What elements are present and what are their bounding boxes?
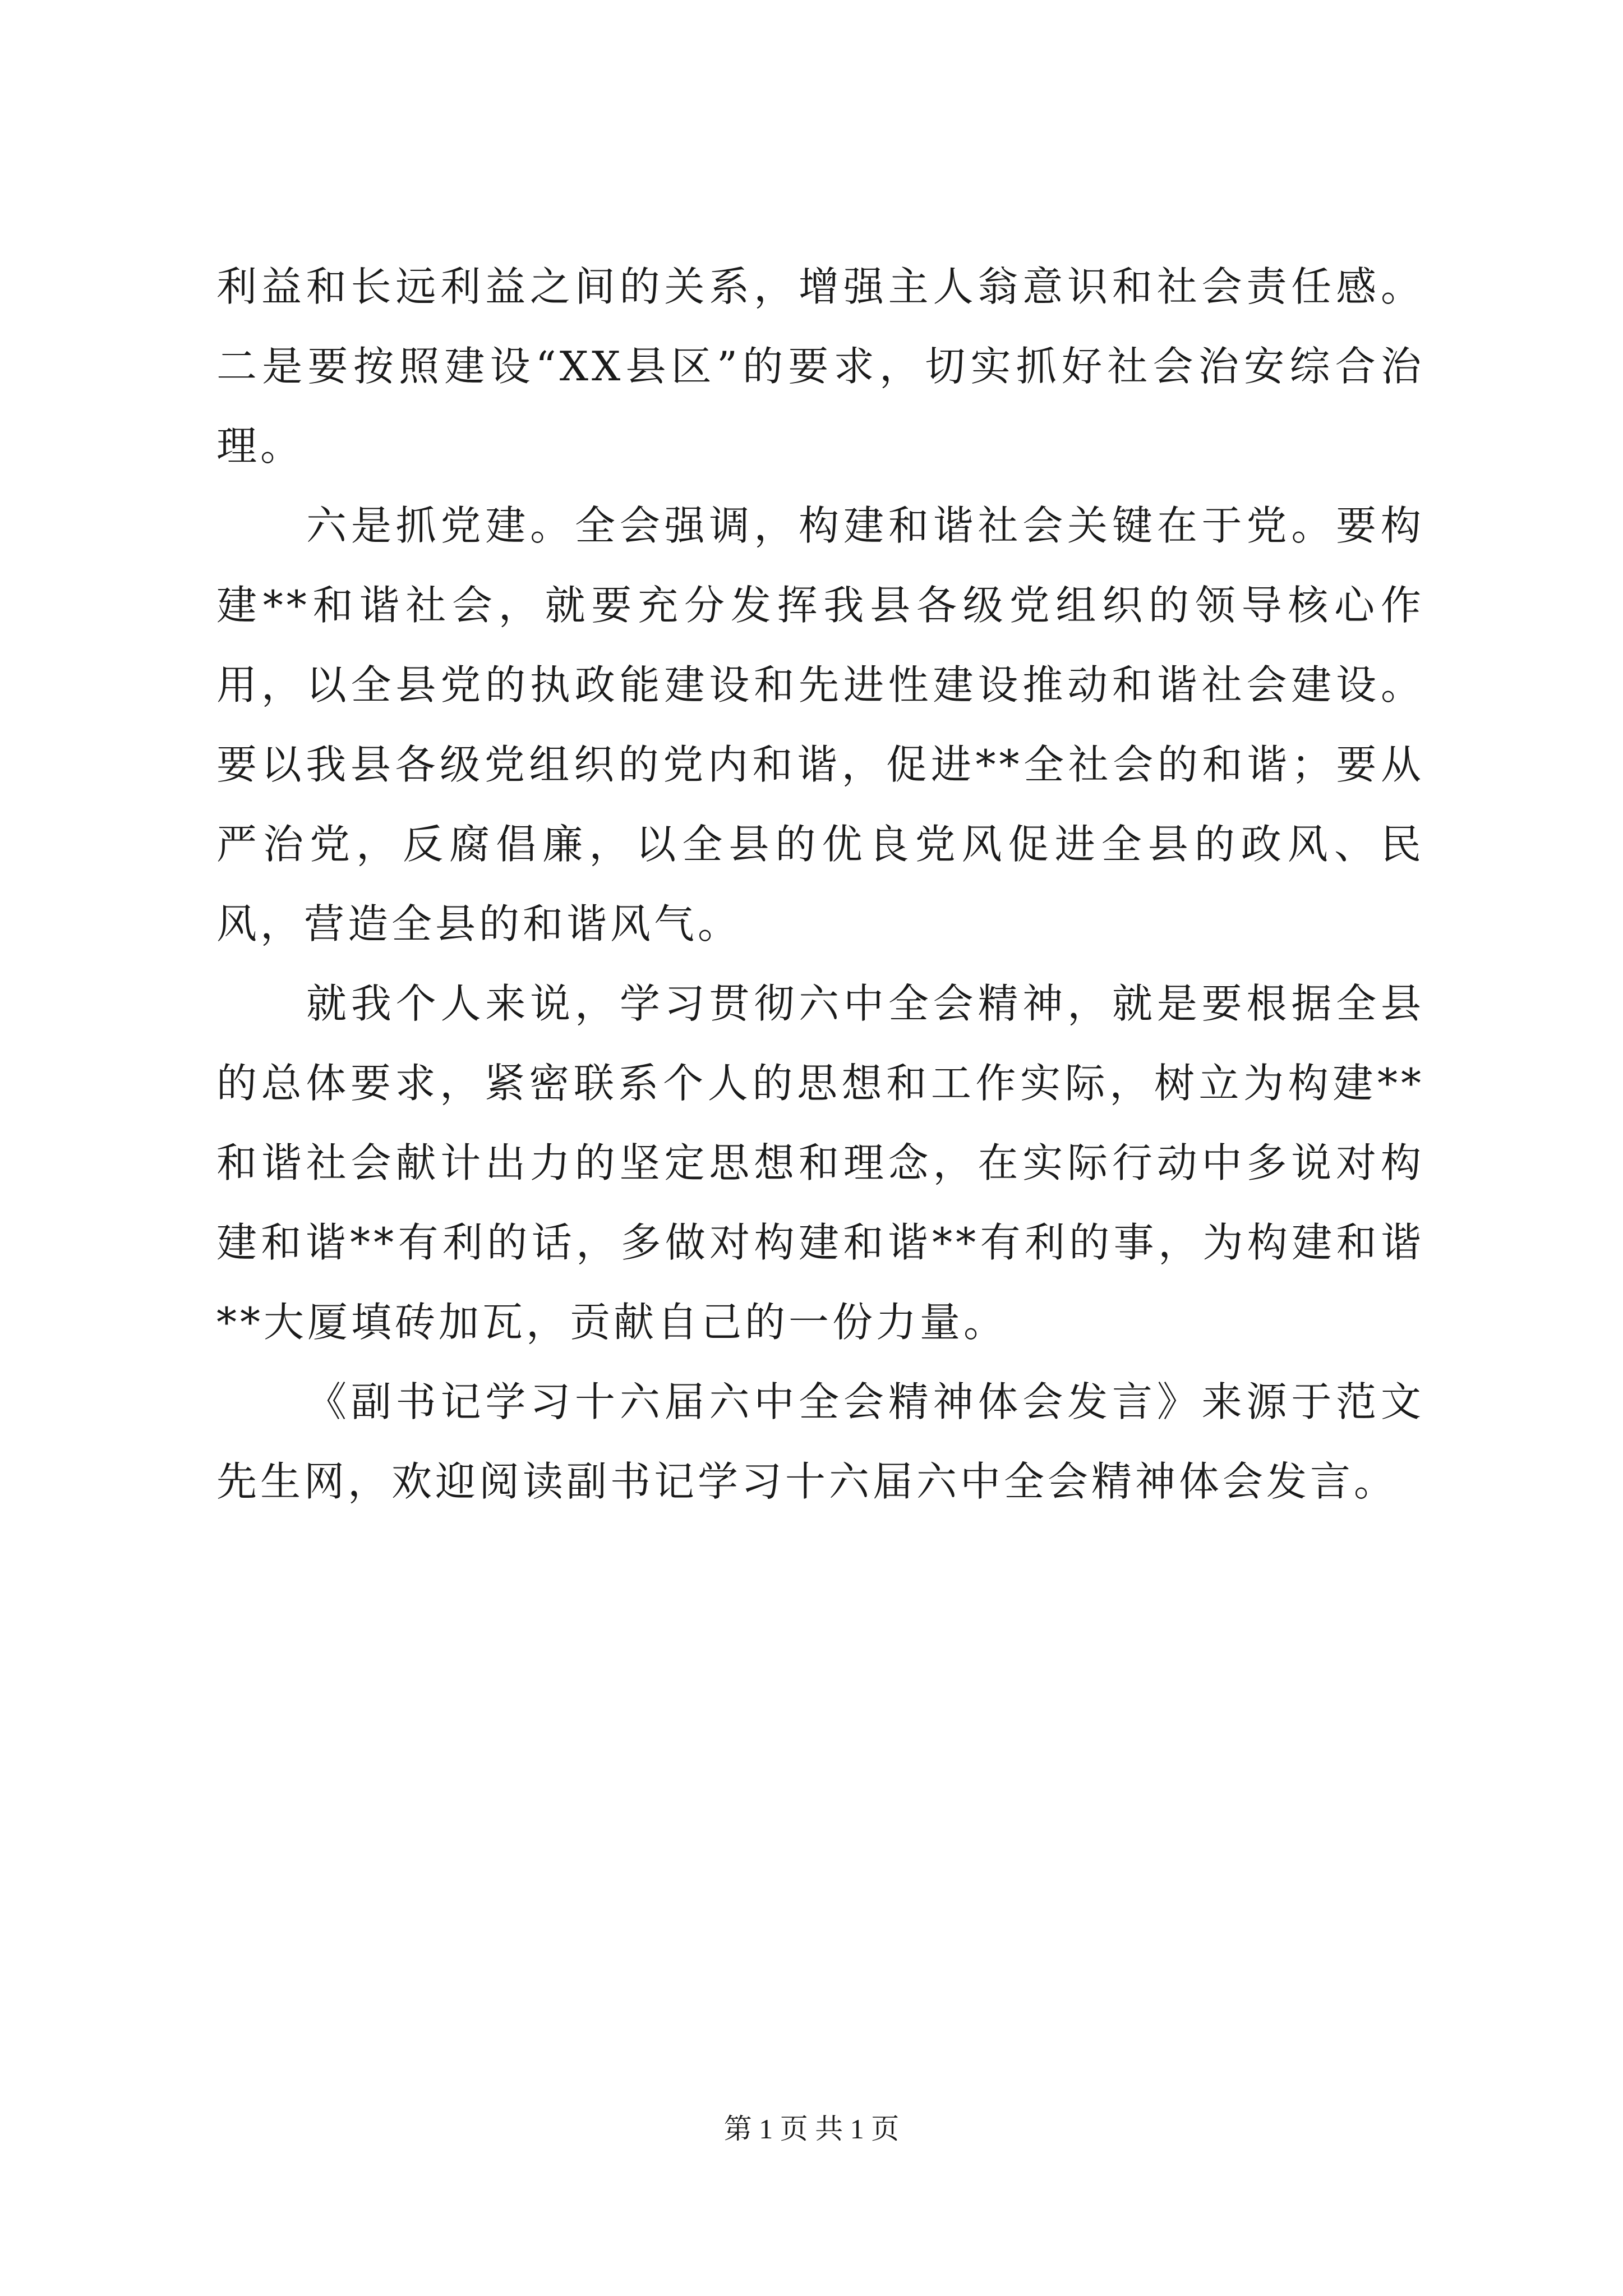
document-body [216,247,1424,1521]
paragraph-3: 就我个人来说，学习贯彻六中全会精神，就是要根据全县的总体要求，紧密联系个人的思想和工作实际，树立为构建**和谐社会献计出力的坚定思想和理念，在实际行动中多说对构建和谐**有利的话，多做对构建和谐**有利的事，为构建和谐**大厦填砖加瓦，贡献自己的一份力量。 [216,980,1424,1346]
paragraph-2: 六是抓党建。全会强调，构建和谐社会关键在于党。要构建**和谐社会，就要充分发挥我县各级党组织的领导核心作用，以全县党的执政能建设和先进性建设推动和谐社会建设。要以我县各级党组织的党内和谐，促进**全社会的和谐；要从严治党，反腐倡廉，以全县的优良党风促进全县的政风、民风，营造全县的和谐风气。 [216,502,1424,947]
paragraph-1: 利益和长远利益之间的关系，增强主人翁意识和社会责任感。二是要按照建设“XX县区”的要求，切实抓好社会治安综合治理。 [216,263,1424,470]
page-number: 第 1 页 共 1 页 [723,2113,900,2145]
paragraph-4: 《副书记学习十六届六中全会精神体会发言》来源于范文先生网，欢迎阅读副书记学习十六届六中全会精神体会发言。 [216,1378,1424,1505]
page-footer [0,2109,1623,2148]
